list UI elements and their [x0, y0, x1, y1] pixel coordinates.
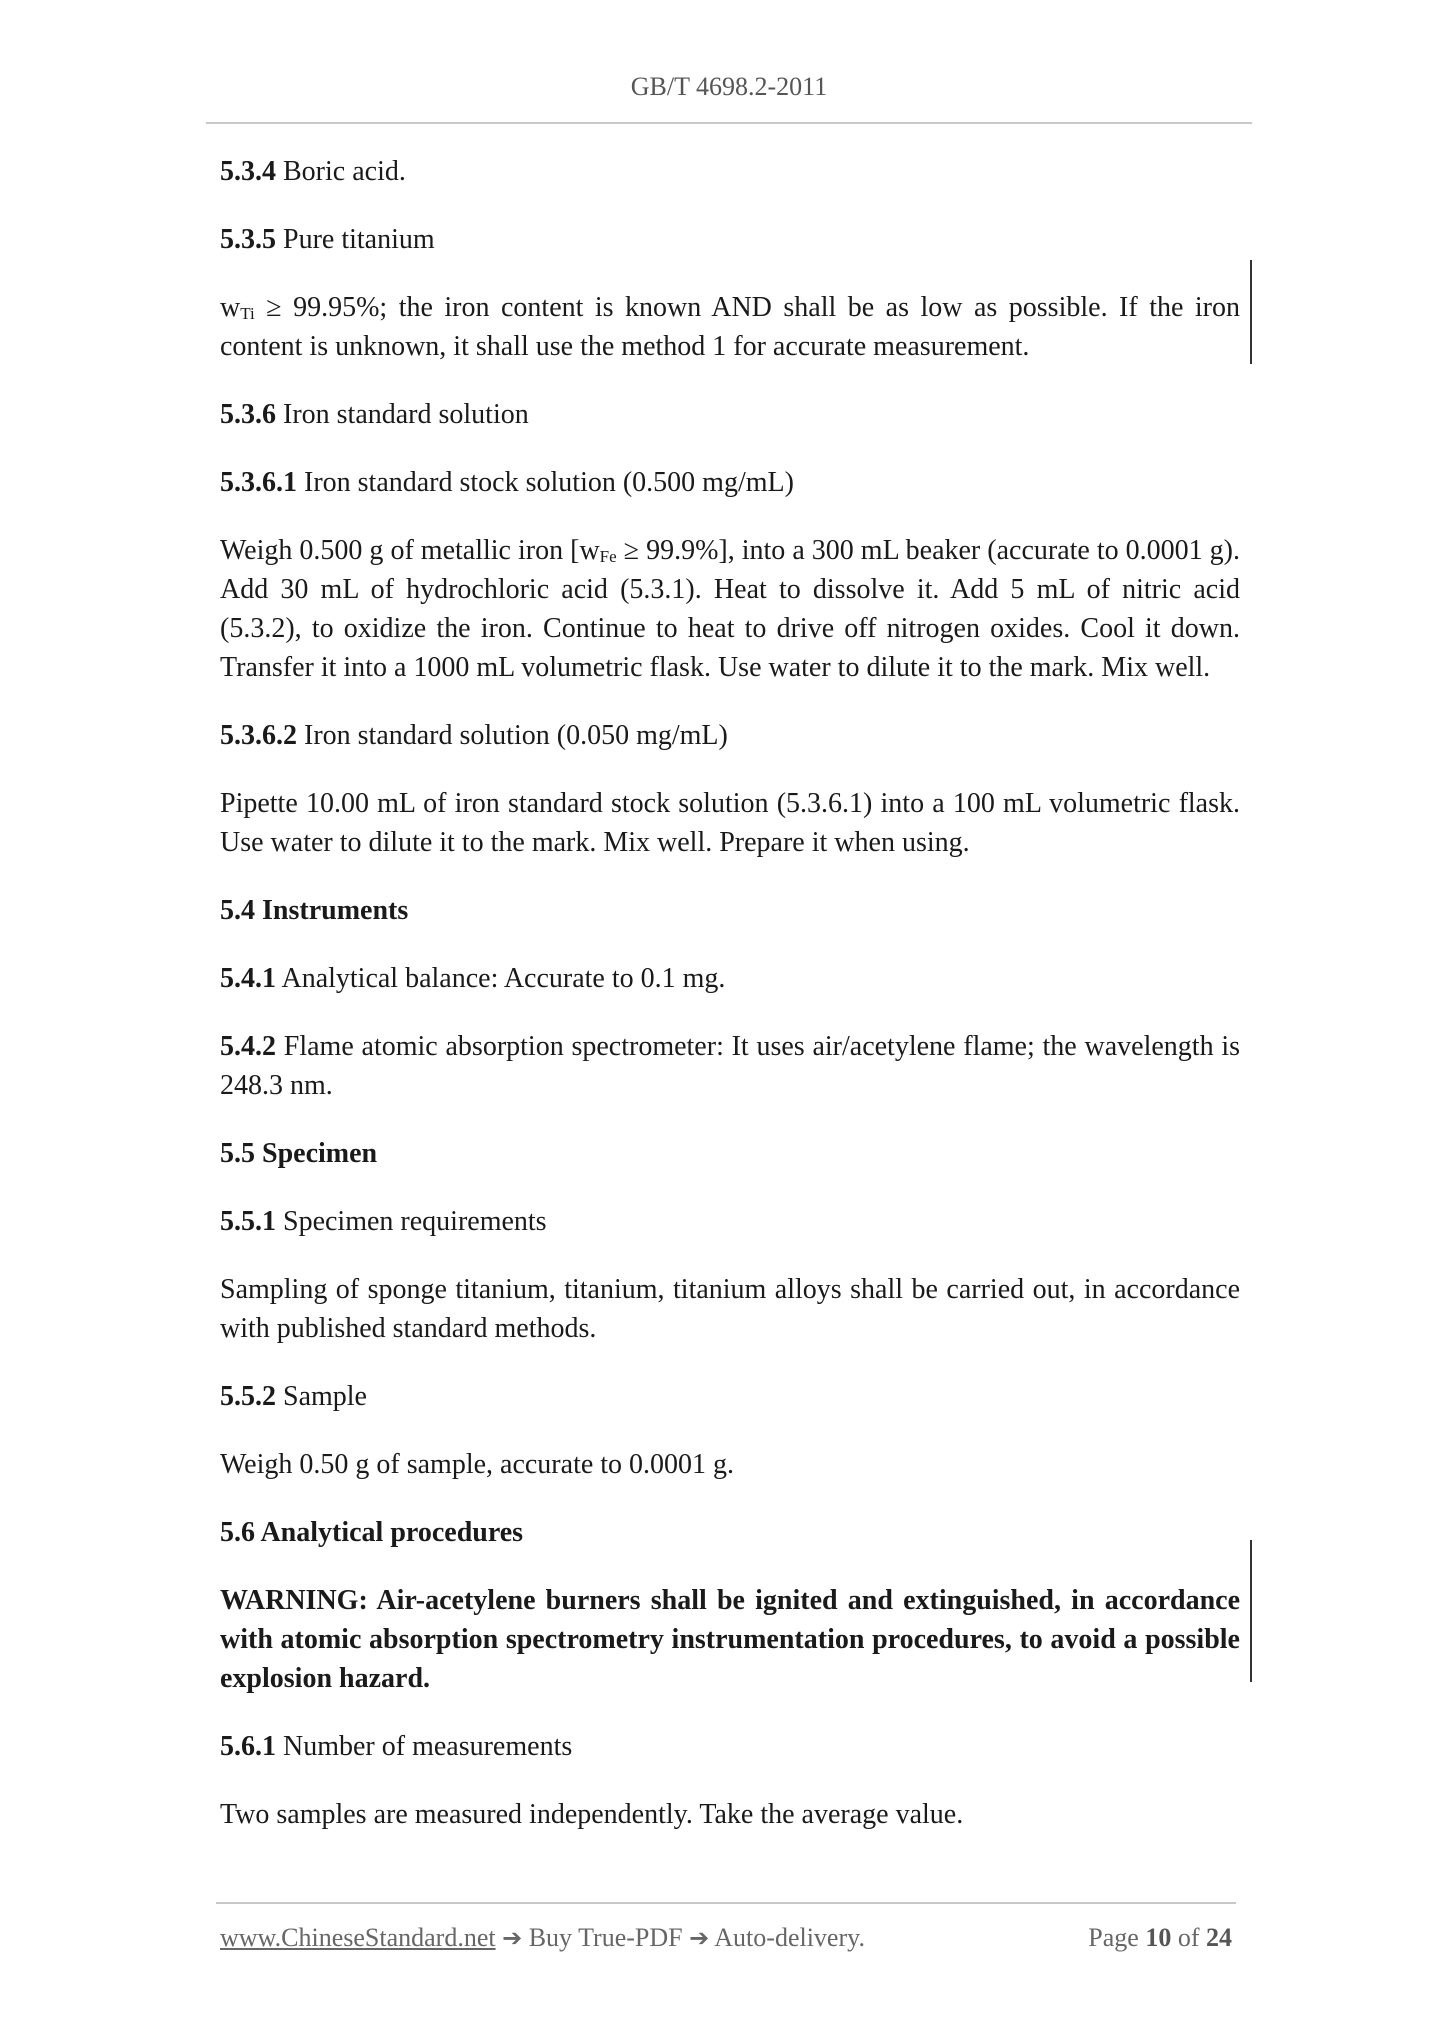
footer-delivery-text: Auto-delivery.	[709, 1923, 865, 1952]
paragraph-specimen-requirements: Sampling of sponge titanium, titanium, titanium alloys shall be carried out, in accordance with published standard methods.	[220, 1274, 1240, 1344]
clause-5-3-4: 5.3.4 Boric acid.	[220, 156, 406, 187]
paragraph-pure-titanium: $w_{Ti} \ge 99.95\%$; the iron content is known AND shall be as low as possible. If the iron content is unknown, it shall use the method 1 for accurate measurement.	[220, 292, 1240, 362]
paragraph-sample: Weigh 0.50 g of sample, accurate to 0.0001 g.	[220, 1449, 735, 1480]
document-body	[220, 152, 1240, 1863]
clause-5-5-2: 5.5.2 Sample	[220, 1381, 367, 1412]
paragraph-measurements: Two samples are measured independently. Take the average value.	[220, 1799, 964, 1830]
revision-bar	[1250, 1540, 1252, 1682]
clause-5-3-6-2: 5.3.6.2 Iron standard solution (0.050 mg/mL)	[220, 720, 728, 751]
footer-divider	[216, 1902, 1236, 1904]
arrow-right-icon: ➔	[502, 1924, 523, 1952]
clause-5-3-6-1: 5.3.6.1 Iron standard stock solution (0.500 mg/mL)	[220, 467, 794, 498]
clause-5-3-5: 5.3.5 Pure titanium	[220, 224, 435, 255]
clause-5-4-2: 5.4.2 Flame atomic absorption spectrometer: It uses air/acetylene flame; the wavelength is 248.3 nm.	[220, 1031, 1241, 1101]
clause-5-6: 5.6 Analytical procedures	[220, 1517, 524, 1548]
header-divider	[206, 122, 1252, 124]
website-link[interactable]: www.ChineseStandard.net	[220, 1923, 496, 1952]
clause-5-5: 5.5 Specimen	[220, 1138, 378, 1169]
warning-paragraph: WARNING: Air-acetylene burners shall be ignited and extinguished, in accordance with atomic absorption spectrometry instrumentation procedures, to avoid a possible explosion hazard.	[220, 1585, 1240, 1694]
paragraph-stock-solution: Weigh 0.500 g of metallic iron $[w_{Fe} \ge 99.9\%]$, into a 300 mL beaker (accurate to 0.0001 g). Add 30 mL of hydrochloric acid (5.3.1). Heat to dissolve it. Add 5 mL of nitric acid (5.3.2), to oxidize the iron. Continue to heat to drive off nitrogen oxides. Cool it down. Transfer it into a 1000 mL volumetric flask. Use water to dilute it to the mark. Mix well.	[220, 535, 1240, 683]
clause-5-4-1: 5.4.1 Analytical balance: Accurate to 0.1 mg.	[220, 963, 726, 994]
clause-5-3-6: 5.3.6 Iron standard solution	[220, 399, 529, 430]
page-number: Page 10 of 24	[1088, 1923, 1232, 1952]
page-header: GB/T 4698.2-2011	[630, 72, 828, 101]
footer-buy-text: Buy True-PDF	[522, 1923, 690, 1952]
revision-bar	[1250, 260, 1252, 364]
clause-5-5-1: 5.5.1 Specimen requirements	[220, 1206, 547, 1237]
clause-5-6-1: 5.6.1 Number of measurements	[220, 1731, 573, 1762]
arrow-right-icon: ➔	[689, 1924, 710, 1952]
page-footer	[220, 1923, 1232, 1953]
clause-5-4: 5.4 Instruments	[220, 895, 409, 926]
paragraph-standard-solution: Pipette 10.00 mL of iron standard stock solution (5.3.6.1) into a 100 mL volumetric flask. Use water to dilute it to the mark. Mix well. Prepare it when using.	[220, 788, 1240, 858]
footer-promo	[220, 1923, 865, 1953]
